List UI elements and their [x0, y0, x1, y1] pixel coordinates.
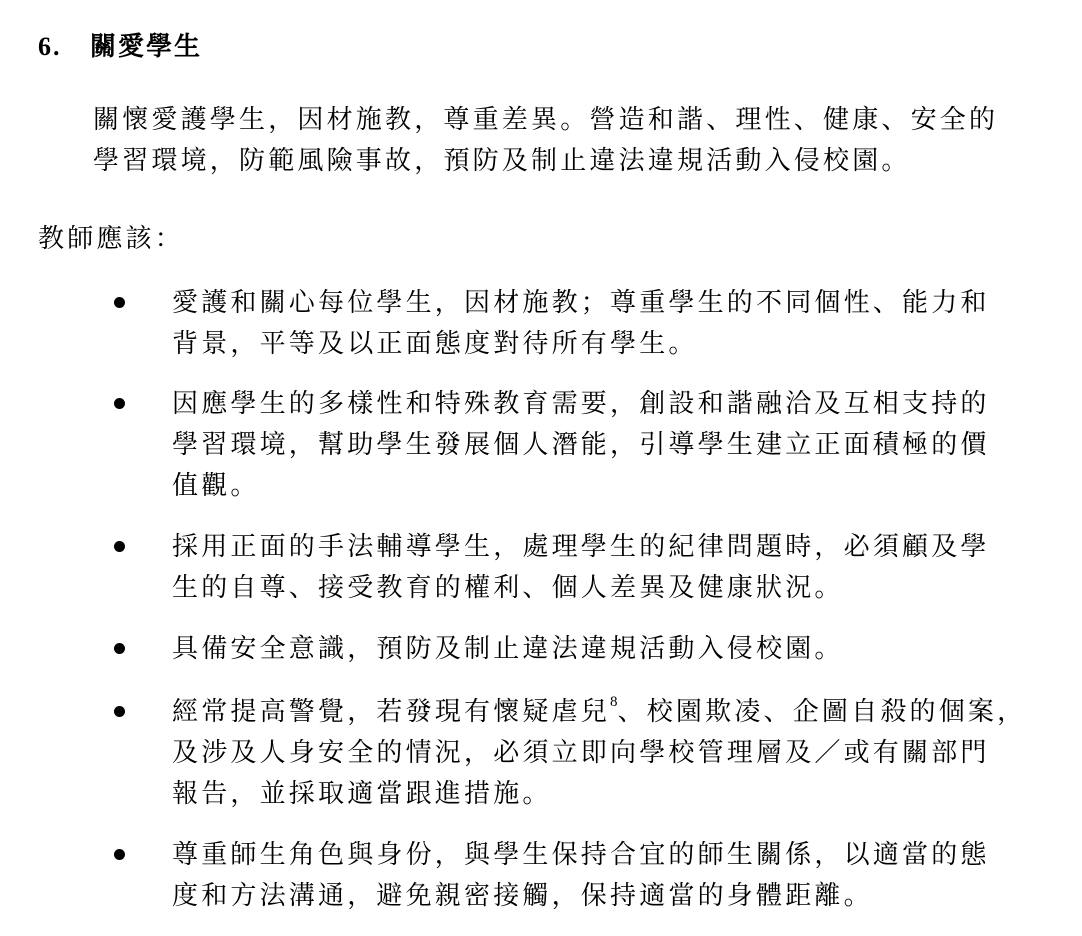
- intro-line: 關懷愛護學生，因材施教，尊重差異。營造和諧、理性、健康、安全的: [93, 105, 999, 135]
- bullet-text: [172, 692, 1062, 815]
- section-number: 6.: [38, 32, 62, 61]
- bullet-line: 及涉及人身安全的情況，必須立即向學校管理層及／或有關部門: [172, 738, 990, 768]
- bullet-line: 報告，並採取適當跟進措施。: [172, 779, 552, 809]
- bullet-dot: [114, 297, 125, 308]
- section-title: 關愛學生: [90, 32, 203, 62]
- bullet-text: [172, 283, 1062, 365]
- bullet-text: [172, 384, 1062, 507]
- bullet-dot: [114, 849, 125, 860]
- bullet-line: 尊重師生角色與身份，與學生保持合宜的師生關係，以適當的態: [172, 840, 990, 870]
- bullet-dot: [114, 541, 125, 552]
- bullet-line: 具備安全意識，預防及制止違法違規活動入侵校園。: [172, 634, 844, 664]
- bullet-line-end: 、校園欺凌、企圖自殺的個案，: [617, 697, 1027, 727]
- bullet-line: [172, 692, 1062, 733]
- bullet-text: [172, 835, 1062, 917]
- bullet-text: [172, 629, 1062, 670]
- intro-paragraph: [93, 100, 1053, 182]
- footnote-marker[interactable]: 8: [610, 694, 618, 711]
- bullet-line: 因應學生的多樣性和特殊教育需要，創設和諧融洽及互相支持的: [172, 389, 990, 419]
- section-heading: [38, 26, 202, 63]
- bullet-line: 採用正面的手法輔導學生，處理學生的紀律問題時，必須顧及學: [172, 532, 990, 562]
- bullet-line: 生的自尊、接受教育的權利、個人差異及健康狀況。: [172, 573, 844, 603]
- bullet-dot: [114, 398, 125, 409]
- bullet-line: 愛護和關心每位學生，因材施教；尊重學生的不同個性、能力和: [172, 288, 990, 318]
- bullet-line: 度和方法溝通，避免親密接觸，保持適當的身體距離。: [172, 881, 873, 911]
- bullet-line: 背景，平等及以正面態度對待所有學生。: [172, 329, 698, 359]
- bullet-dot: [114, 706, 125, 717]
- bullet-text: [172, 527, 1062, 609]
- bullet-line: 值觀。: [172, 471, 260, 501]
- bullet-line: 學習環境，幫助學生發展個人潛能，引導學生建立正面積極的價: [172, 430, 990, 460]
- bullet-line-start: 經常提高警覺，若發現有懷疑虐兒: [172, 697, 611, 727]
- intro-line: 學習環境，防範風險事故，預防及制止違法違規活動入侵校園。: [93, 146, 911, 176]
- bullet-dot: [114, 643, 125, 654]
- lead-text: 教師應該：: [38, 224, 185, 254]
